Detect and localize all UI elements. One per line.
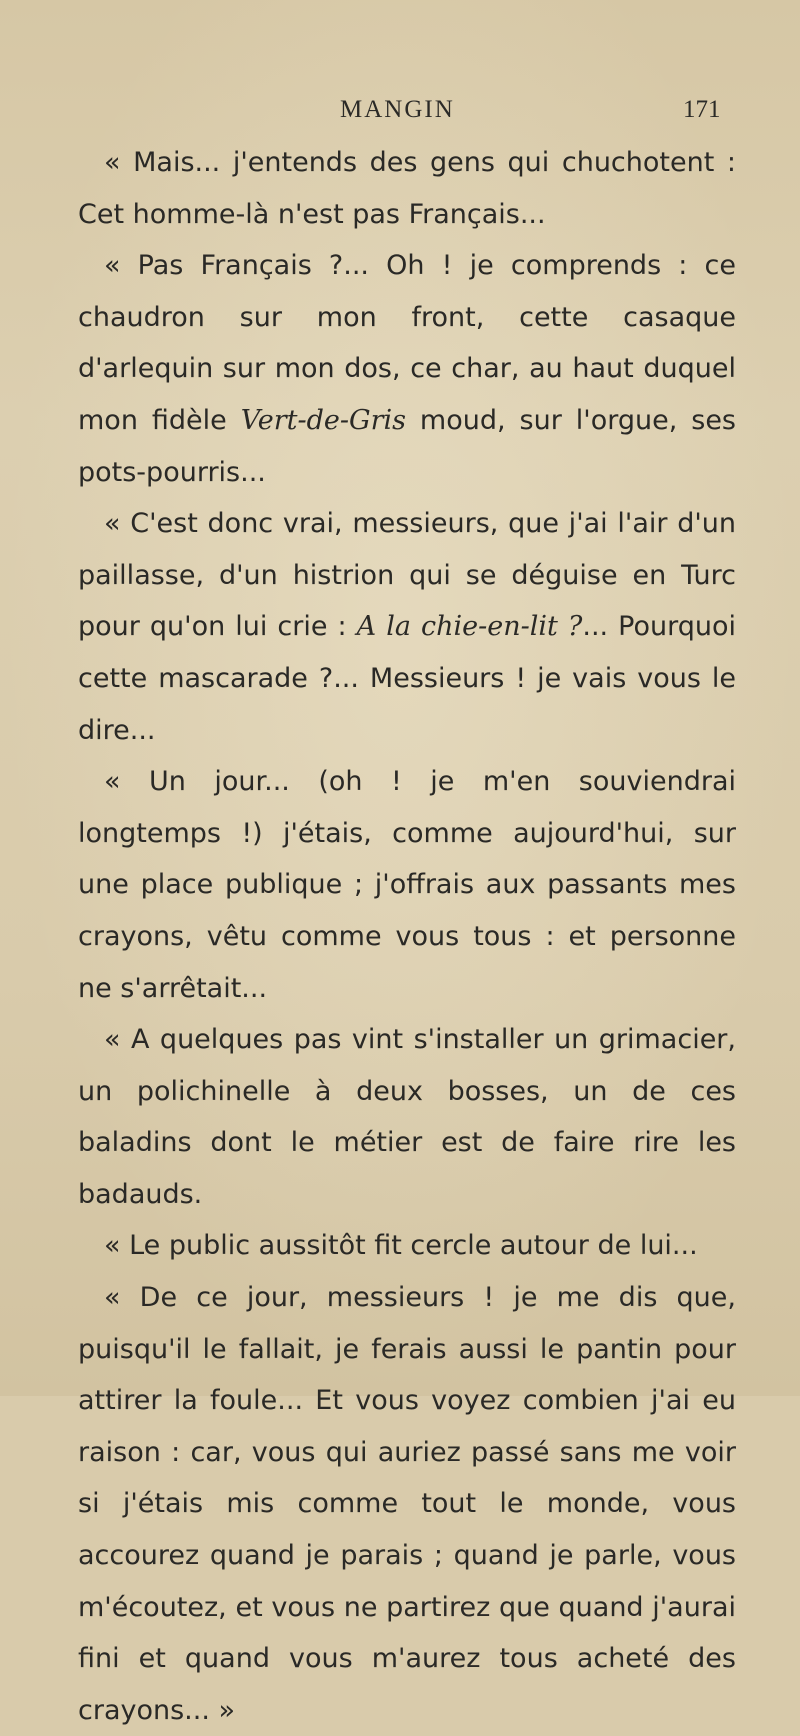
- paragraph-4: « Un jour... (oh ! je m'en souviendrai longtemps !) j'étais, comme aujourd'hui, sur une place publique ; j'offrais aux passants mes crayons, vêtu comme vous tous : et personne ne s'arrêtait...: [78, 766, 736, 1004]
- paragraph-2: « Pas Français ?... Oh ! je comprends : ce chaudron sur mon front, cette casaque d'arlequin sur mon dos, ce char, au haut duquel mon fidèle Vert-de-Gris moud, sur l'orgue, ses pots-pourris...: [78, 250, 737, 488]
- italic-name-vert-de-gris: Vert-de-Gris: [240, 404, 406, 436]
- paragraph-3: « C'est donc vrai, messieurs, que j'ai l'air d'un paillasse, d'un histrion qui se déguise en Turc pour qu'on lui crie : A la chie-en-lit ?... Pourquoi cette mascarade ?... Messieurs ! je vais vous le dire...: [78, 508, 736, 746]
- running-title: MANGIN: [340, 96, 455, 123]
- paragraph-5: « A quelques pas vint s'installer un grimacier, un polichinelle à deux bosses, un de ces baladins dont le métier est de faire rire les badauds.: [78, 1024, 736, 1210]
- paragraph-6: « Le public aussitôt fit cercle autour de lui...: [104, 1230, 698, 1262]
- paragraph-1: « Mais... j'entends des gens qui chuchotent : Cet homme-là n'est pas Français...: [78, 147, 736, 230]
- italic-cry-chie-en-lit: A la chie-en-lit ?: [356, 611, 583, 643]
- body-text: [78, 137, 736, 1736]
- paragraph-7: « De ce jour, messieurs ! je me dis que, puisqu'il le fallait, je ferais aussi le pantin pour attirer la foule... Et vous voyez combien j'ai eu raison : car, vous qui auriez passé sans me voir si j'étais mis comme tout le monde, vous accourez quand je parais ; quand je parle, vous m'écoutez, et vous ne partirez que quand j'aurai fini et quand vous m'aurez tous acheté des crayons... »: [78, 1282, 736, 1726]
- page-number: 171: [683, 96, 721, 123]
- running-head: [0, 92, 800, 128]
